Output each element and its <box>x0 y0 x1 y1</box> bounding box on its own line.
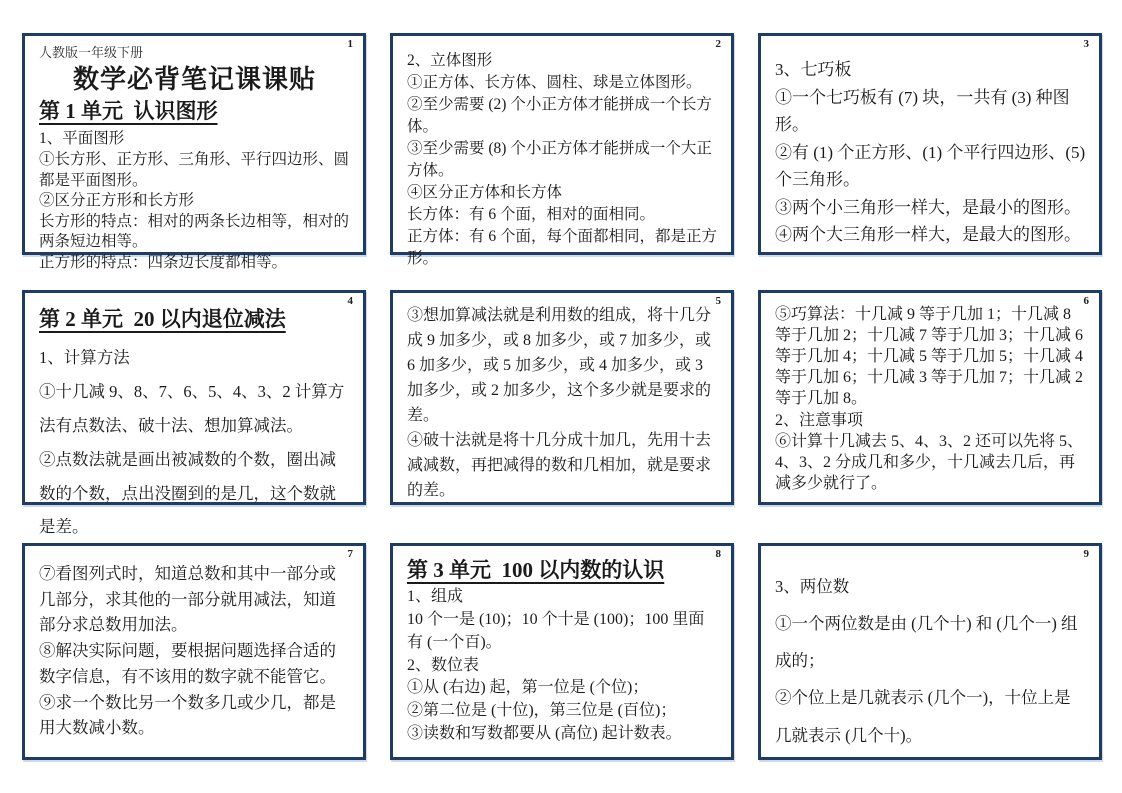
note-card-8 <box>390 543 734 760</box>
card-body <box>761 293 1099 500</box>
note-line: ①正方体、长方体、圆柱、球是立体图形。 <box>407 74 702 91</box>
note-line: ⑧解决实际问题，要根据问题选择合适的数字信息，有不该用的数字就不能管它。 <box>39 641 336 686</box>
card-page-number: 5 <box>715 295 721 307</box>
card-body <box>761 36 1099 255</box>
note-line: 1、计算方法 <box>39 348 130 368</box>
unit-title: 第 3 单元 100 以内数的认识 <box>407 558 665 582</box>
edition-label: 人教版一年级下册 <box>39 45 144 60</box>
note-card-1 <box>22 33 366 272</box>
note-line: ④两个大三角形一样大，是最大的图形。 <box>775 225 1081 245</box>
note-line: 1、组成 <box>407 588 464 606</box>
note-line: 长方体：有 6 个面，相对的面相同。 <box>407 206 656 223</box>
card-page-number: 3 <box>1083 38 1089 50</box>
card-body <box>25 546 363 747</box>
note-line: ③两个小三角形一样大，是最小的图形。 <box>775 197 1081 217</box>
note-line: ②第二位是 (十位)，第三位是 (百位)； <box>407 701 677 719</box>
note-line: 3、两位数 <box>775 577 850 596</box>
card-page-number: 6 <box>1083 295 1089 307</box>
card-body <box>393 546 731 751</box>
note-line: ③想加算减法就是利用数的组成，将十几分成 9 加多少，或 8 加多少，或 7 加多少，或 6 加多少，或 5 加多少，或 4 加多少，或 3 加多少，或 2 加多少，这个多少就是要求的差。 <box>407 307 716 424</box>
note-line: 正方形的特点：四条边长度都相等。 <box>39 254 288 272</box>
note-line: ⑥计算十几减去 5、4、3、2 还可以先将 5、4、3、2 分成几和多少，十几减去几后，再减多少就行了。 <box>775 432 1084 492</box>
note-line: ①从 (右边) 起，第一位是 (个位)； <box>407 679 649 697</box>
note-line: ②区分正方形和长方形 <box>39 192 195 210</box>
note-card-2 <box>390 33 734 267</box>
note-line: ①十几减 9、8、7、6、5、4、3、2 计算方法有点数法、破十法、想加算减法。 <box>39 382 345 435</box>
note-line: ③读数和写数都要从 (高位) 起计数表。 <box>407 724 682 742</box>
note-line: 长方形的特点：相对的两条长边相等，相对的两条短边相等。 <box>39 212 350 251</box>
note-line: ④区分正方体和长方体 <box>407 184 563 201</box>
note-card-6 <box>758 290 1102 505</box>
card-body <box>393 36 731 276</box>
note-card-5 <box>390 290 734 505</box>
note-line: ④破十法就是将十几分成十加几，先用十去减减数，再把减得的数和几相加，就是要求的差。 <box>407 431 712 499</box>
card-page-number: 1 <box>347 38 353 50</box>
note-line: ⑦看图列式时，知道总数和其中一部分或几部分，求其他的一部分就用减法，知道部分求总数用加法。 <box>39 564 336 635</box>
note-card-4 <box>22 290 366 537</box>
note-line: ⑨求一个数比另一个数多几或少几，都是用大数减小数。 <box>39 692 336 738</box>
note-line: ②点数法就是画出被减数的个数，圈出减数的个数，点出没圈到的是几，这个数就是差。 <box>39 449 336 537</box>
note-card-7 <box>22 543 366 760</box>
note-line: 正方体：有 6 个面，每个面都相同，都是正方形。 <box>407 228 718 267</box>
note-line: 2、立体图形 <box>407 52 493 69</box>
note-line: 2、注意事项 <box>775 411 864 429</box>
note-card-3 <box>758 33 1102 255</box>
card-body <box>25 293 363 550</box>
note-line: 1、平面图形 <box>39 130 125 148</box>
note-line: ①一个七巧板有 (7) 块，一共有 (3) 种图形。 <box>775 87 1070 135</box>
note-line: ②至少需要 (2) 个小正方体才能拼成一个长方体。 <box>407 96 712 135</box>
card-page-number: 4 <box>347 295 353 307</box>
card-page-number: 2 <box>715 38 721 50</box>
note-line: ⑤巧算法：十几减 9 等于几加 1；十几减 8 等于几加 2；十几减 7 等于几加 3；十几减 6 等于几加 4；十几减 5 等于几加 5；十几减 4 等于几加 6；十几减 3 等于几加 7；十几减 2 等于几加 8。 <box>775 306 1088 408</box>
unit-title: 第 2 单元 20 以内退位减法 <box>39 307 286 331</box>
note-line: ②个位上是几就表示 (几个一)，十位上是几就表示 (几个十)。 <box>775 688 1071 745</box>
note-line: ①长方形、正方形、三角形、平行四边形、圆都是平面图形。 <box>39 151 350 189</box>
card-body <box>393 293 731 510</box>
card-body <box>761 546 1099 760</box>
sheet-title: 数学必背笔记课课贴 <box>72 63 316 94</box>
unit-title: 第 1 单元 认识图形 <box>39 99 218 124</box>
note-card-9 <box>758 543 1102 760</box>
note-line: 3、七巧板 <box>775 60 852 79</box>
card-body <box>25 36 363 280</box>
note-line: 2、数位表 <box>407 656 480 674</box>
note-line: ②有 (1) 个正方形、(1) 个平行四边形、(5) 个三角形。 <box>775 142 1090 190</box>
card-page-number: 7 <box>347 548 353 560</box>
card-page-number: 9 <box>1083 548 1089 560</box>
card-page-number: 8 <box>715 548 721 560</box>
note-line: ①一个两位数是由 (几个十) 和 (几个一) 组成的； <box>775 614 1078 671</box>
note-line: ③至少需要 (8) 个小正方体才能拼成一个大正方体。 <box>407 140 712 179</box>
note-line: 10 个一是 (10)；10 个十是 (100)；100 里面有 (一个百)。 <box>407 611 705 651</box>
